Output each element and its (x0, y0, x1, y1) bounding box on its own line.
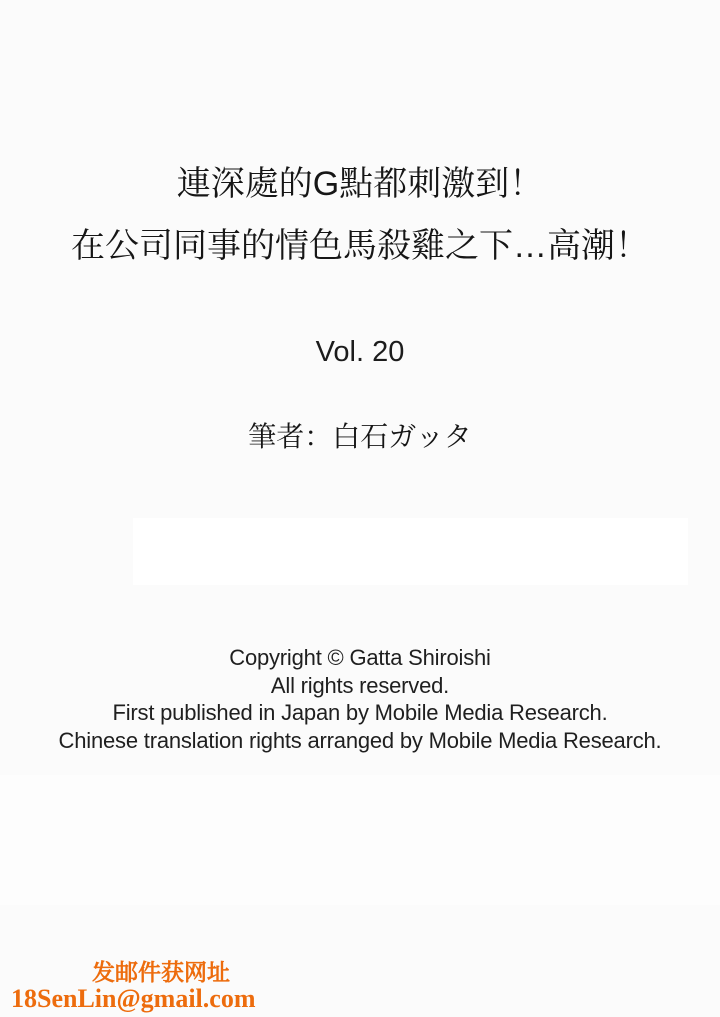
author-credit: 筆者：白石ガッタ (248, 421, 472, 452)
watermark-note: 发邮件获网址 (92, 960, 230, 985)
volume-label: Vol. 20 (315, 336, 405, 368)
copyright-line-3: First published in Japan by Mobile Media Research. (112, 700, 608, 725)
copyright-block (0, 644, 720, 754)
copyright-line-1: Copyright © Gatta Shiroishi (229, 645, 491, 670)
background-light-band (0, 775, 720, 905)
copyright-line-2: All rights reserved. (270, 672, 450, 698)
page-title-line-2: 在公司同事的情色馬殺雞之下…高潮！ (71, 227, 649, 265)
background-white-patch (133, 518, 688, 585)
copyright-line-4: Chinese translation rights arranged by Mobile Media Research. (58, 727, 662, 753)
watermark-email: 18SenLin@gmail.com (11, 984, 256, 1013)
page-title-line-1: 連深處的G點都刺激到！ (176, 165, 544, 203)
